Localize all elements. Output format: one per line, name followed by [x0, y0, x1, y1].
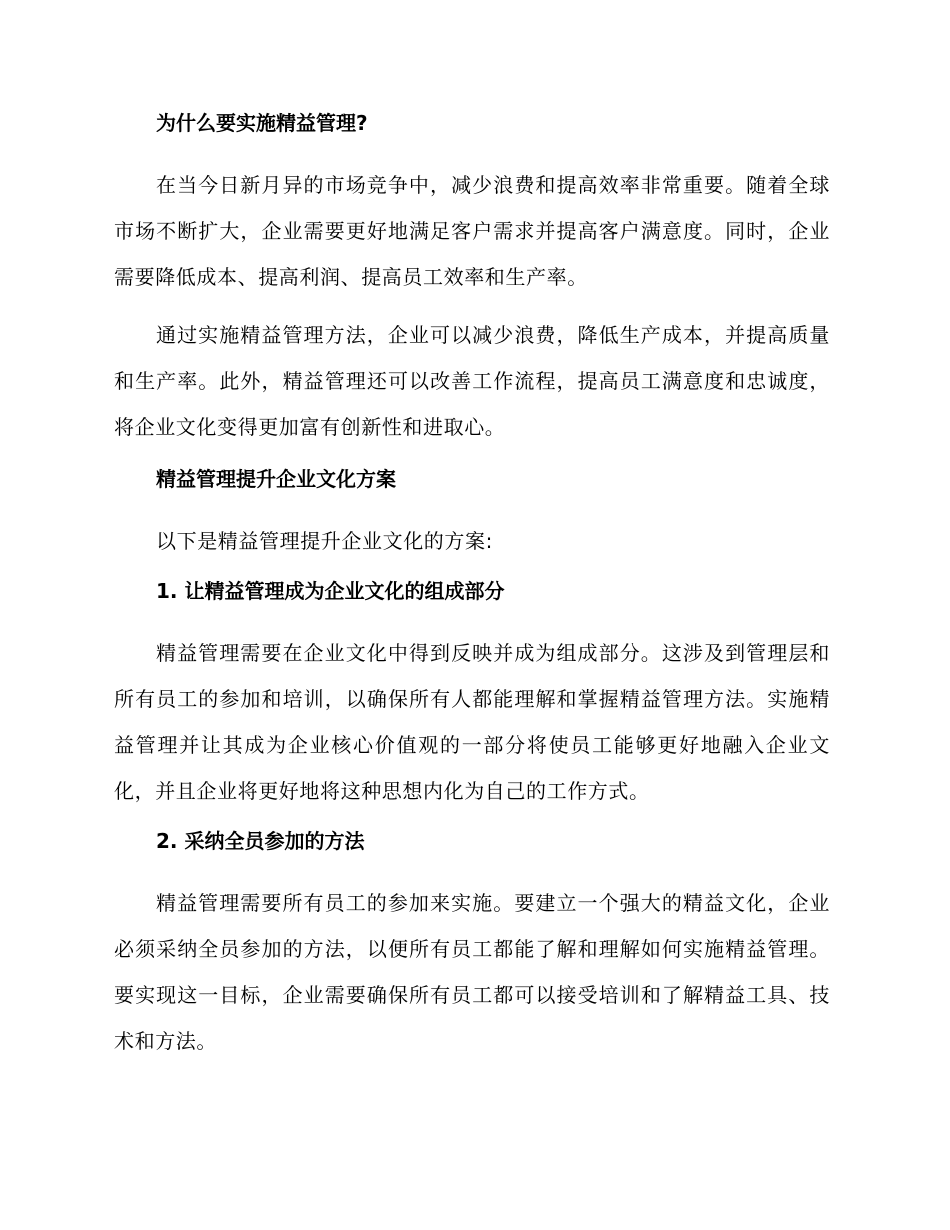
paragraph-why-1: 在当今日新月异的市场竞争中，减少浪费和提高效率非常重要。随着全球市场不断扩大，企业需要更好地满足客户需求并提高客户满意度。同时，企业需要降低成本、提高利润、提高员工效率和生产率。 [114, 173, 830, 289]
heading-step-2: 2. 采纳全员参加的方法 [156, 829, 365, 853]
paragraph-step-1: 精益管理需要在企业文化中得到反映并成为组成部分。这涉及到管理层和所有员工的参加和培训，以确保所有人都能理解和掌握精益管理方法。实施精益管理并让其成为企业核心价值观的一部分将使员工能够更好地融入企业文化，并且企业将更好地将这种思想内化为自己的工作方式。 [114, 641, 830, 803]
paragraph-step-2: 精益管理需要所有员工的参加来实施。要建立一个强大的精益文化，企业必须采纳全员参加的方法，以便所有员工都能了解和理解如何实施精益管理。要实现这一目标，企业需要确保所有员工都可以接受培训和了解精益工具、技术和方法。 [114, 891, 830, 1053]
paragraph-plan-intro: 以下是精益管理提升企业文化的方案: [156, 529, 493, 553]
heading-step-1: 1. 让精益管理成为企业文化的组成部分 [156, 579, 505, 603]
paragraph-why-2: 通过实施精益管理方法，企业可以减少浪费，降低生产成本，并提高质量和生产率。此外，精益管理还可以改善工作流程，提高员工满意度和忠诚度，将企业文化变得更加富有创新性和进取心。 [114, 323, 830, 439]
document-page [114, 108, 830, 1076]
heading-culture-plan: 精益管理提升企业文化方案 [156, 467, 396, 491]
heading-why-lean: 为什么要实施精益管理? [156, 111, 368, 135]
